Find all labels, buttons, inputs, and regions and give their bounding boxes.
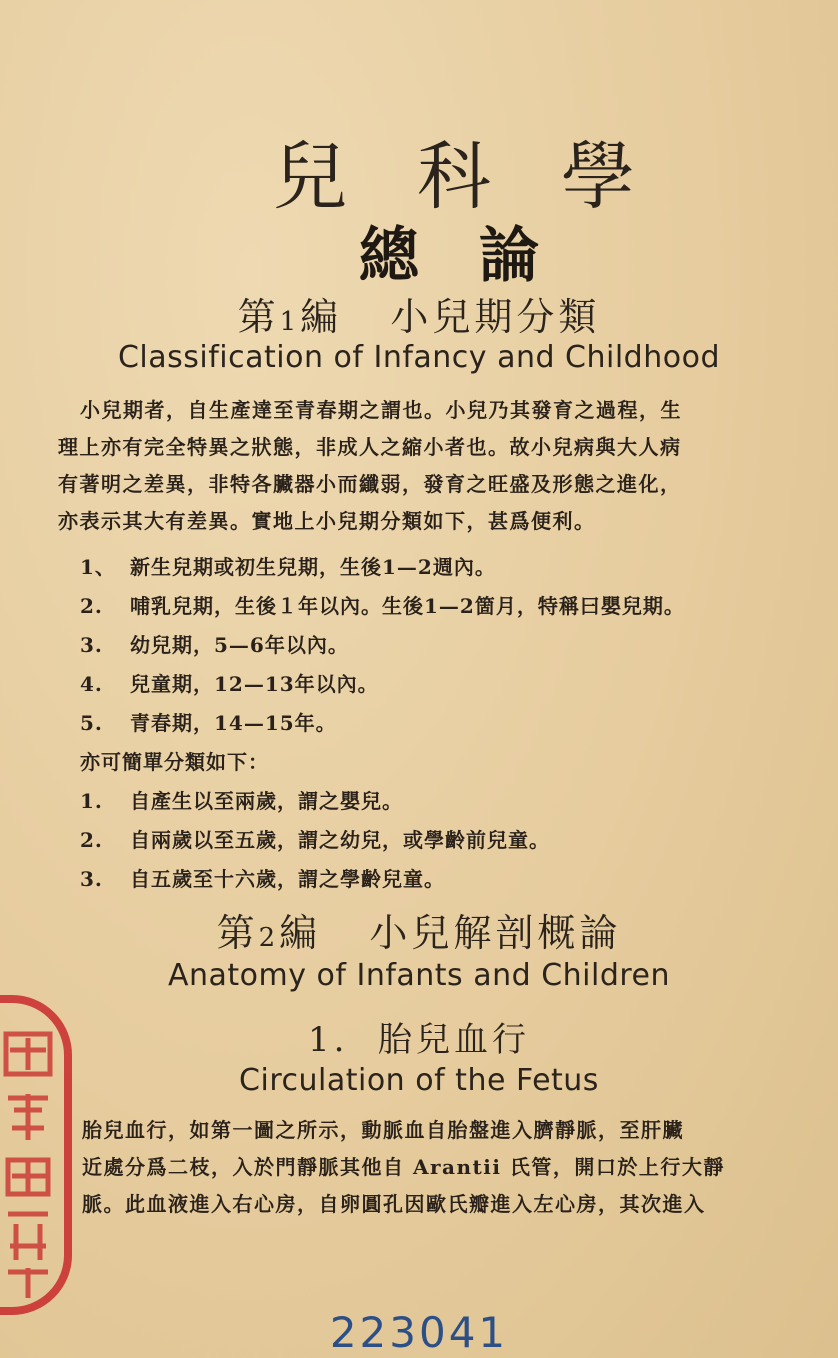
- list-item: [80, 587, 685, 626]
- intro-line: 理上亦有完全特異之狀態，非成人之縮小者也。故小兒病與大人病: [58, 435, 682, 459]
- list-item-number: 4.: [80, 672, 103, 696]
- list-item-number: 3.: [80, 867, 103, 891]
- list-item: [80, 821, 685, 860]
- circulation-line: 脈。此血液進入右心房，自卵圓孔因歐氏瓣進入左心房，其次進入: [82, 1192, 706, 1216]
- section1-english-heading: Circulation of the Fetus: [239, 1063, 599, 1098]
- part2-heading: [0, 902, 838, 957]
- section1-number: 1.: [307, 1020, 349, 1060]
- list-item-text: 自兩歲以至五歲，謂之幼兒，或學齡前兒童。: [130, 828, 550, 852]
- list-item-text: 兒童期，12—13年以內。: [130, 672, 379, 696]
- circulation-paragraph: [82, 1112, 782, 1223]
- list-item: [80, 704, 685, 743]
- list-item-number: 2.: [80, 594, 103, 618]
- intro-line: 小兒期者，自生產達至青春期之謂也。小兒乃其發育之過程，生: [80, 398, 682, 422]
- part2-name: 小兒解剖概論: [369, 911, 622, 955]
- intro-paragraph: [58, 392, 778, 540]
- part2-label-pre: 第: [216, 911, 259, 955]
- list-item-text: 自五歲至十六歲，謂之學齡兒童。: [130, 867, 445, 891]
- intro-line: 有著明之差異，非特各臟器小而纖弱，發育之旺盛及形態之進化，: [58, 472, 682, 496]
- list-item-number: 1.: [80, 789, 103, 813]
- part2-label-num: 2: [258, 923, 280, 953]
- part1-label-num: 1: [279, 307, 301, 337]
- list-item: [80, 782, 685, 821]
- part1-label-pre: 第: [237, 295, 280, 339]
- list-item-number: 3.: [80, 633, 103, 657]
- list-item-number: 1、: [80, 555, 116, 579]
- intro-line: 亦表示其大有差異。實地上小兒期分類如下，甚爲便利。: [58, 509, 596, 533]
- part1-label-post: 編: [300, 295, 343, 339]
- list-item-text: 青春期，14—15年。: [130, 711, 337, 735]
- list-item-text: 自產生以至兩歲，謂之嬰兒。: [130, 789, 403, 813]
- list-item: [80, 860, 685, 899]
- list-item: [80, 665, 685, 704]
- part1-english-heading: Classification of Infancy and Childhood: [117, 340, 720, 375]
- list-item-text: 新生兒期或初生兒期，生後1—2週內。: [130, 555, 496, 579]
- list-item-number: 2.: [80, 828, 103, 852]
- list-item-text: 哺乳兒期，生後１年以內。生後1—2箇月，特稱曰嬰兒期。: [130, 594, 685, 618]
- part1-name: 小兒期分類: [390, 295, 601, 339]
- stage-list: [80, 548, 685, 899]
- library-accession-number: 223041: [329, 1308, 509, 1357]
- section1-name: 胎兒血行: [378, 1020, 531, 1060]
- list-item-number: 5.: [80, 711, 103, 735]
- list-item-text: 幼兒期，5—6年以內。: [130, 633, 349, 657]
- simple-classification-intro: 亦可簡單分類如下：: [80, 750, 269, 774]
- part1-heading: [0, 286, 838, 341]
- seal-glyph-marks: [0, 1010, 62, 1300]
- book-subtitle: 總論: [359, 221, 599, 291]
- book-title: 兒科學: [273, 134, 705, 220]
- circulation-line: 胎兒血行，如第一圖之所示，動脈血自胎盤進入臍靜脈，至肝臟: [82, 1118, 684, 1142]
- part2-english-heading: Anatomy of Infants and Children: [167, 958, 671, 993]
- section1-heading: [0, 1012, 838, 1061]
- circulation-line: 近處分爲二枝，入於門靜脈其他自 Arantii 氏管，開口於上行大靜: [82, 1155, 725, 1179]
- list-item: [80, 548, 685, 587]
- part2-label-post: 編: [279, 911, 322, 955]
- list-item: [80, 626, 685, 665]
